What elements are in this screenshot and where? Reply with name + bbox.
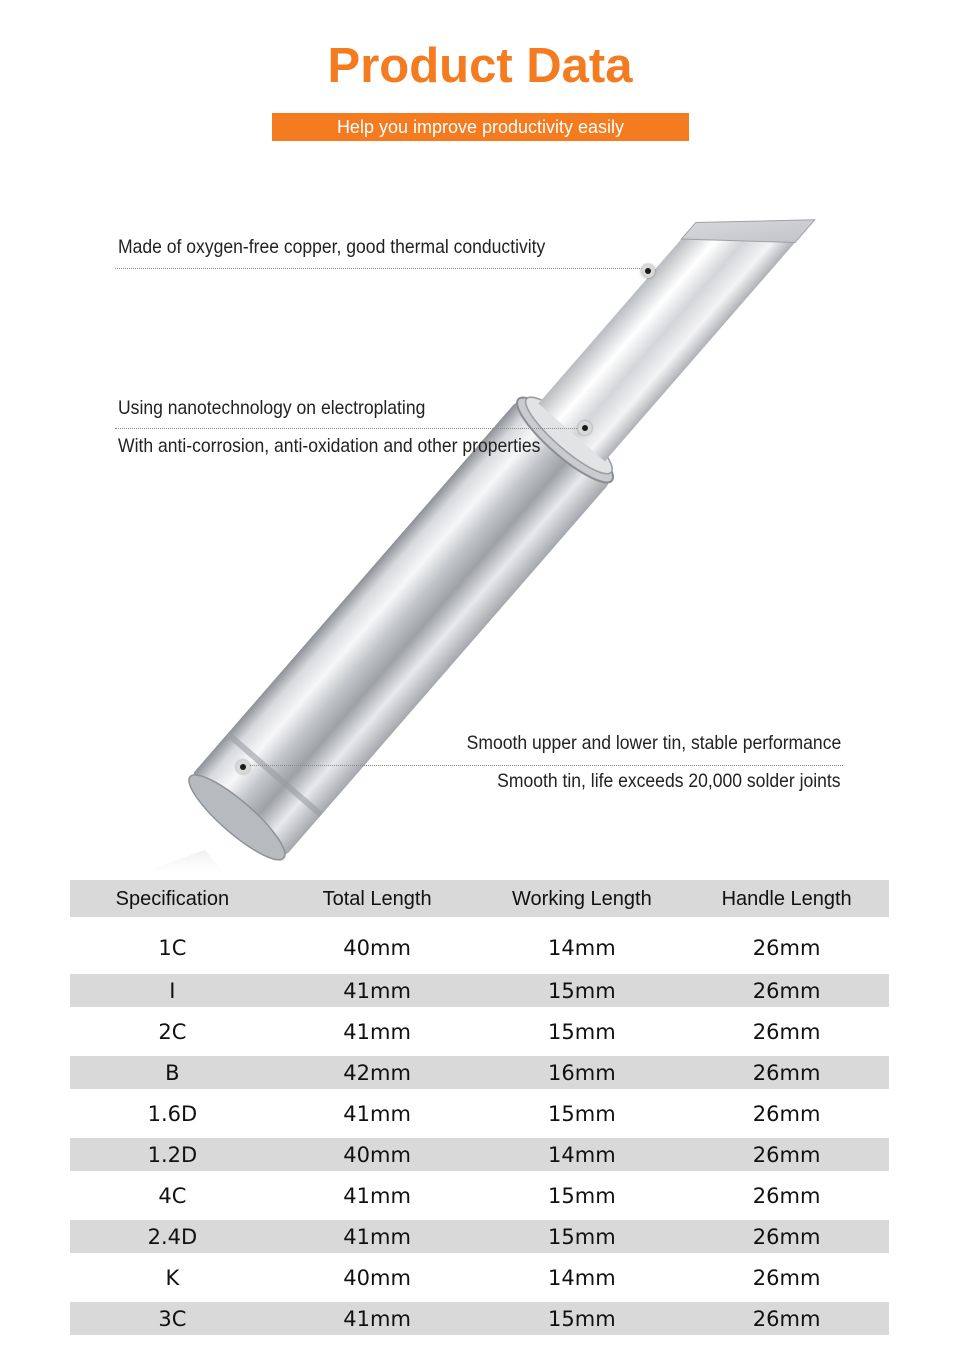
- cell-total: 41mm: [275, 1302, 480, 1335]
- tip-working-end: [538, 162, 814, 461]
- cell-handle: 26mm: [752, 935, 821, 960]
- cell-spec: B: [70, 1056, 275, 1089]
- cell-working: 14mm: [548, 935, 616, 960]
- col-header-handle-length: Handle Length: [684, 880, 889, 917]
- cell-working: 15mm: [480, 1220, 685, 1253]
- cell-total: 41mm: [343, 1101, 411, 1126]
- cell-spec: 3C: [70, 1302, 275, 1335]
- cell-handle: 26mm: [684, 1220, 889, 1253]
- table-row: [70, 1007, 889, 1056]
- col-header-total-length: Total Length: [275, 880, 480, 917]
- subtitle-banner: Help you improve productivity easily: [272, 113, 689, 141]
- cell-handle: 26mm: [752, 1183, 821, 1208]
- cell-spec: 2.4D: [70, 1220, 275, 1253]
- cell-total: 42mm: [275, 1056, 480, 1089]
- table-row: [70, 974, 889, 1007]
- table-row: [70, 1138, 889, 1171]
- cell-spec: 1.6D: [147, 1101, 198, 1126]
- callout-tin-1: Smooth upper and lower tin, stable performance: [466, 732, 841, 754]
- cell-working: 14mm: [480, 1138, 685, 1171]
- callout-nano-1: Using nanotechnology on electroplating: [118, 397, 426, 419]
- callout-copper: Made of oxygen-free copper, good thermal conductivity: [118, 236, 546, 258]
- cell-handle: 26mm: [684, 1056, 889, 1089]
- cell-spec: 1C: [158, 935, 187, 960]
- cell-working: 14mm: [548, 1265, 616, 1290]
- cell-working: 15mm: [548, 1019, 616, 1044]
- callout-nano-dot: [578, 421, 592, 435]
- col-header-working-length: Working Length: [480, 880, 685, 917]
- cell-handle: 26mm: [752, 1265, 821, 1290]
- callout-copper-dot: [641, 264, 655, 278]
- table-row: [70, 917, 889, 974]
- cell-spec: 1.2D: [70, 1138, 275, 1171]
- callout-tin-2: Smooth tin, life exceeds 20,000 solder joints: [497, 770, 841, 792]
- tip-reflection: [120, 850, 230, 880]
- table-row: [70, 1171, 889, 1220]
- cell-handle: 26mm: [684, 1302, 889, 1335]
- callout-tin-dot: [236, 760, 250, 774]
- cell-total: 41mm: [275, 1220, 480, 1253]
- spec-table: [70, 880, 889, 1335]
- cell-working: 15mm: [480, 1302, 685, 1335]
- cell-handle: 26mm: [752, 1101, 821, 1126]
- cell-working: 16mm: [480, 1056, 685, 1089]
- table-row: [70, 1302, 889, 1335]
- page-title: Product Data: [327, 39, 633, 93]
- table-row: [70, 1089, 889, 1138]
- cell-total: 40mm: [275, 1138, 480, 1171]
- cell-handle: 26mm: [684, 1138, 889, 1171]
- cell-handle: 26mm: [752, 1019, 821, 1044]
- cell-total: 41mm: [275, 974, 480, 1007]
- cell-working: 15mm: [548, 1183, 616, 1208]
- cell-spec: 4C: [158, 1183, 187, 1208]
- cell-working: 15mm: [480, 974, 685, 1007]
- callout-copper-line: [115, 268, 648, 269]
- table-row: [70, 1220, 889, 1253]
- cell-total: 40mm: [343, 935, 411, 960]
- table-header-row: [70, 880, 889, 917]
- table-row: [70, 1253, 889, 1302]
- callout-tin-line: [243, 765, 843, 766]
- table-row: [70, 1056, 889, 1089]
- cell-spec: I: [70, 974, 275, 1007]
- cell-total: 40mm: [343, 1265, 411, 1290]
- callout-nano-line: [115, 428, 585, 429]
- cell-total: 41mm: [343, 1183, 411, 1208]
- col-header-specification: Specification: [70, 880, 275, 917]
- cell-total: 41mm: [343, 1019, 411, 1044]
- cell-spec: 2C: [158, 1019, 187, 1044]
- callout-nano-2: With anti-corrosion, anti-oxidation and other properties: [118, 435, 541, 457]
- cell-handle: 26mm: [684, 974, 889, 1007]
- cell-working: 15mm: [548, 1101, 616, 1126]
- cell-spec: K: [165, 1265, 180, 1290]
